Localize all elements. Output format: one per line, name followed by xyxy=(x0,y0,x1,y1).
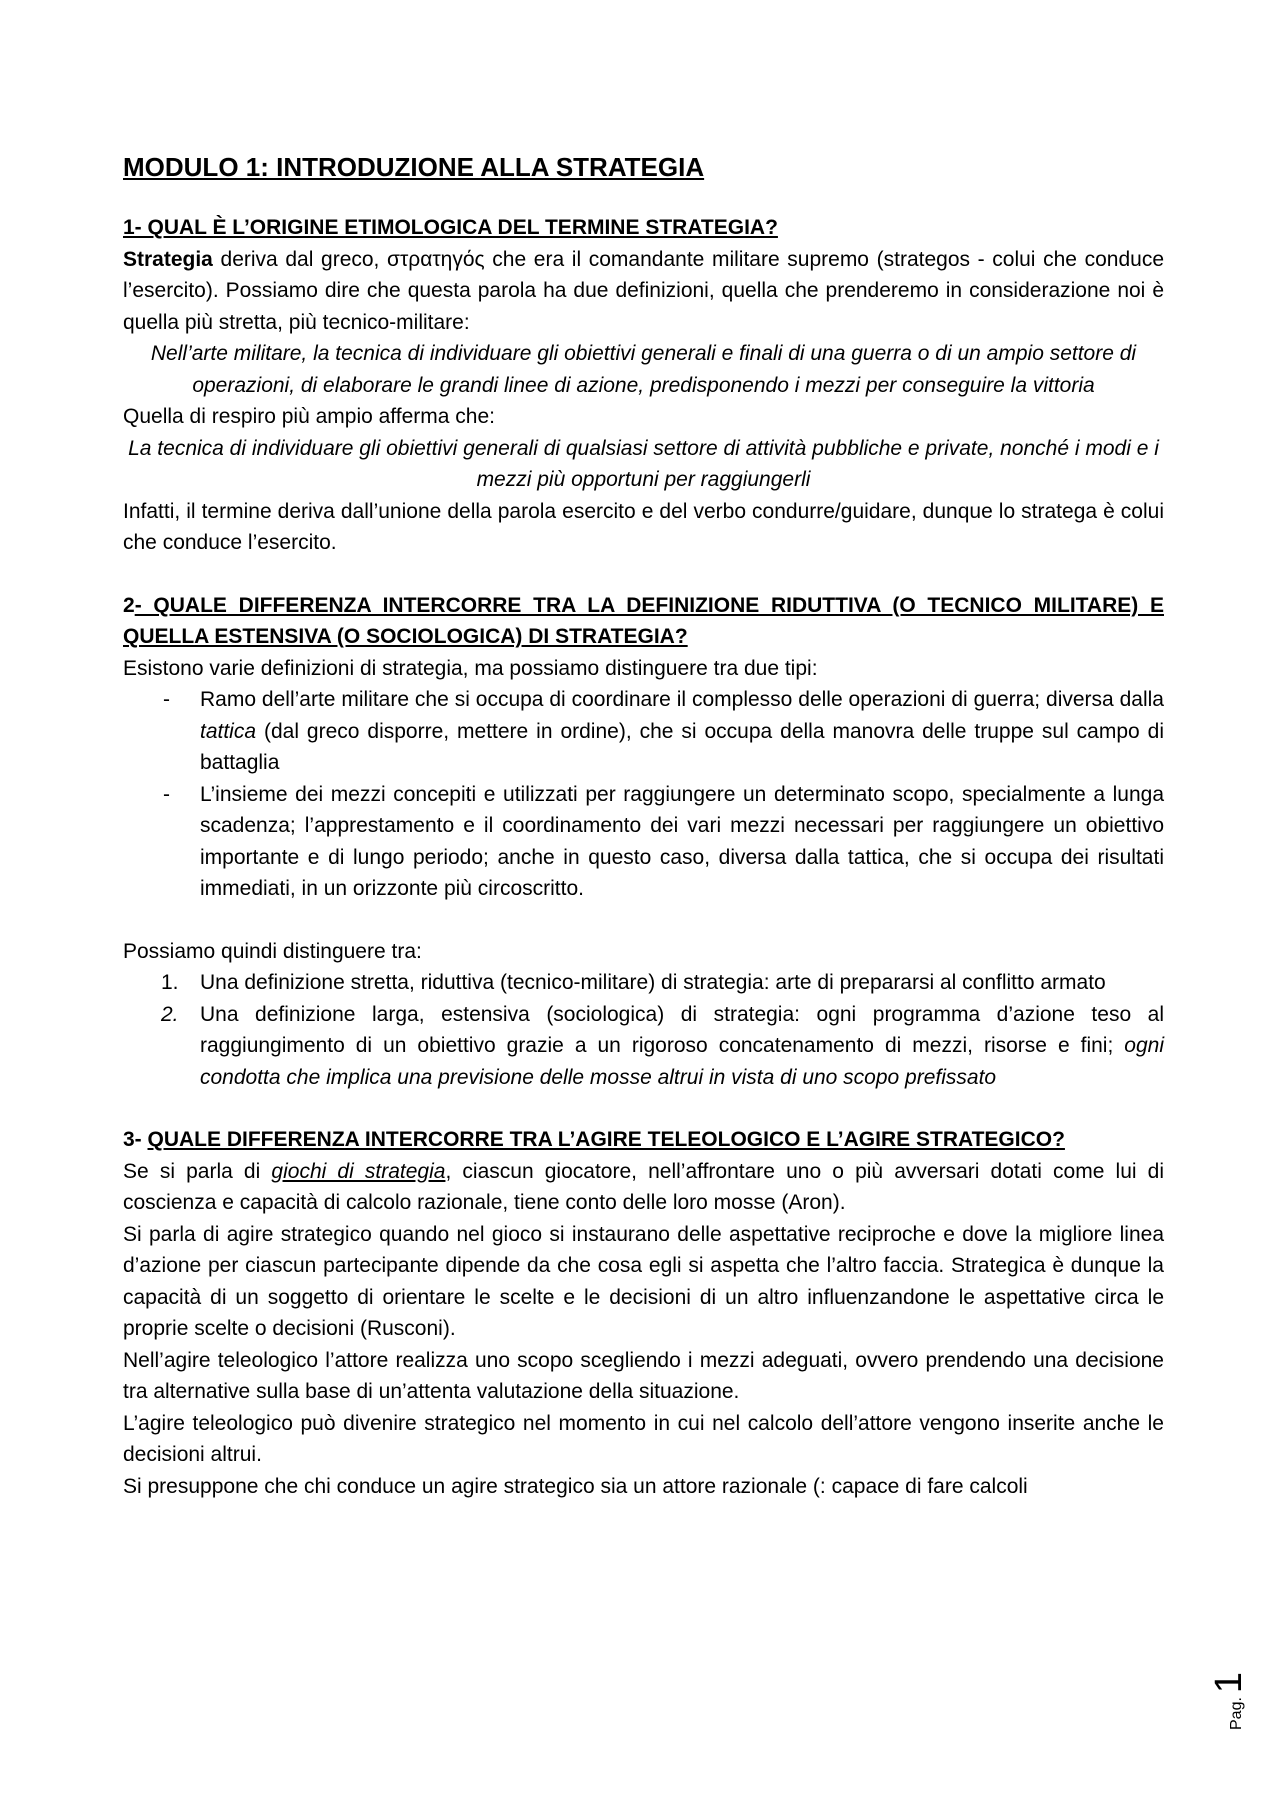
q2-paragraph-quindi: Possiamo quindi distinguere tra: xyxy=(123,939,422,963)
list-item xyxy=(123,684,1164,779)
question-3-heading xyxy=(123,1124,1164,1156)
question-2-heading xyxy=(123,590,1164,653)
q1-paragraph-1-text: deriva dal greco, στρατηγός che era il comandante militare supremo (strategos - colui che conduce l’esercito). Possiamo dire che questa parola ha due definizioni, quella che prenderemo in considerazione noi è quella più stretta, più tecnico-militare: xyxy=(123,247,1164,334)
q2-dash-list xyxy=(123,684,1164,905)
question-3-number: 3- xyxy=(123,1128,148,1151)
question-3-title: QUALE DIFFERENZA INTERCORRE TRA L’AGIRE TELEOLOGICO E L’AGIRE STRATEGICO? xyxy=(147,1128,1065,1151)
q2-numbered-list xyxy=(123,967,1164,1093)
dash-bullet: - xyxy=(163,688,170,711)
page-number-rotated xyxy=(1208,1672,1251,1730)
q1-quote-2: La tecnica di individuare gli obiettivi generali di qualsiasi settore di attività pubbliche e private, nonché i modi e i mezzi più opportuni per raggiungerli xyxy=(128,436,1159,491)
q3-paragraph-2: Si parla di agire strategico quando nel gioco si instaurano delle aspettative reciproche e dove la migliore linea d’azione per ciascun partecipante dipende da che cosa egli si aspetta che l’altro faccia. Strategica è dunque la capacità di un soggetto di orientare le scelte e le decisioni di un altro influenzandone le aspettative circa le proprie scelte o decisioni (Rusconi). xyxy=(123,1222,1164,1340)
q3-paragraph-1-a: Se si parla di xyxy=(123,1159,272,1183)
spacer xyxy=(123,559,1164,590)
q2-item-2-text: L’insieme dei mezzi concepiti e utilizzati per raggiungere un determinato scopo, specialmente a lunga scadenza; l’apprestamento e il coordinamento dei vari mezzi necessari per raggiungere un obiettivo importante e di lungo periodo; anche in questo caso, diversa dalla tattica, che si occupa dei risultati immediati, in un orizzonte più circoscritto. xyxy=(200,782,1164,900)
q3-term-link: giochi di strategia xyxy=(271,1159,446,1183)
document-body xyxy=(123,150,1164,1502)
module-title: MODULO 1: INTRODUZIONE ALLA STRATEGIA xyxy=(123,152,705,182)
q2-item-1-term: tattica xyxy=(200,719,257,743)
q1-paragraph-1 xyxy=(123,244,1164,339)
q2-num-1-text: Una definizione stretta, riduttiva (tecnico-militare) di strategia: arte di prepararsi al conflitto armato xyxy=(200,971,1106,994)
question-2-number: 2 xyxy=(123,593,135,617)
q3-paragraph-1 xyxy=(123,1156,1164,1219)
page-footer xyxy=(1200,1620,1260,1730)
question-1-heading xyxy=(123,212,1164,244)
q2-item-1-text-a: Ramo dell’arte militare che si occupa di coordinare il complesso delle operazioni di guerra; diversa dalla xyxy=(200,688,1164,711)
dash-bullet: - xyxy=(163,782,170,806)
q2-num-2-text: Una definizione larga, estensiva (sociologica) di strategia: ogni programma d’azione teso al raggiungimento di un obiettivo grazie a un rigoroso concatenamento di mezzi, risorse e fini; xyxy=(200,1002,1164,1057)
q1-quote-1: Nell’arte militare, la tecnica di individuare gli obiettivi generali e finali di una guerra o di un ampio settore di operazioni, di elaborare le grandi linee di azione, predisponendo i mezzi per conseguire la vittoria xyxy=(150,342,1137,397)
question-1-title: 1- QUAL È L’ORIGINE ETIMOLOGICA DEL TERMINE STRATEGIA? xyxy=(123,216,778,239)
page-number: 1 xyxy=(1208,1671,1250,1694)
q1-term-bold: Strategia xyxy=(123,247,213,271)
list-item xyxy=(123,779,1164,905)
list-item xyxy=(123,967,1164,999)
q2-item-1-text-b: (dal greco disporre, mettere in ordine), che si occupa della manovra delle truppe sul campo di battaglia xyxy=(200,719,1164,774)
q2-intro: Esistono varie definizioni di strategia, ma possiamo distinguere tra due tipi: xyxy=(123,656,818,680)
question-2-title: - QUALE DIFFERENZA INTERCORRE TRA LA DEFINIZIONE RIDUTTIVA (O TECNICO MILITARE) E QUELLA ESTENSIVA (O SOCIOLOGICA) DI STRATEGIA? xyxy=(123,593,1164,648)
q1-paragraph-3: Infatti, il termine deriva dall’unione della parola esercito e del verbo condurre/guidare, dunque lo stratega è colui che conduce l’esercito. xyxy=(123,499,1164,554)
page-label: Pag. xyxy=(1228,1697,1245,1730)
list-number: 1. xyxy=(161,971,179,994)
spacer xyxy=(123,905,1164,936)
spacer xyxy=(123,1093,1164,1124)
list-item xyxy=(123,999,1164,1094)
q3-paragraph-4: L’agire teleologico può divenire strategico nel momento in cui nel calcolo dell’attore vengono inserite anche le decisioni altrui. xyxy=(123,1411,1164,1466)
q2-num-2-italic: ogni condotta che implica una previsione delle mosse altrui in vista di uno scopo prefissato xyxy=(200,1034,1164,1089)
q3-paragraph-5: Si presuppone che chi conduce un agire strategico sia un attore razionale (: capace di fare calcoli xyxy=(123,1474,1028,1498)
q3-paragraph-3: Nell’agire teleologico l’attore realizza uno scopo scegliendo i mezzi adeguati, ovvero prendendo una decisione tra alternative sulla base di un’attenta valutazione della situazione. xyxy=(123,1348,1164,1403)
q1-paragraph-2: Quella di respiro più ampio afferma che: xyxy=(123,405,495,428)
list-number: 2. xyxy=(161,1002,179,1026)
q3-paragraph-1-b: , ciascun giocatore, nell’affrontare uno o più avversari dotati come lui di coscienza e capacità di calcolo razionale, tiene conto delle loro mosse (Aron). xyxy=(123,1159,1165,1214)
